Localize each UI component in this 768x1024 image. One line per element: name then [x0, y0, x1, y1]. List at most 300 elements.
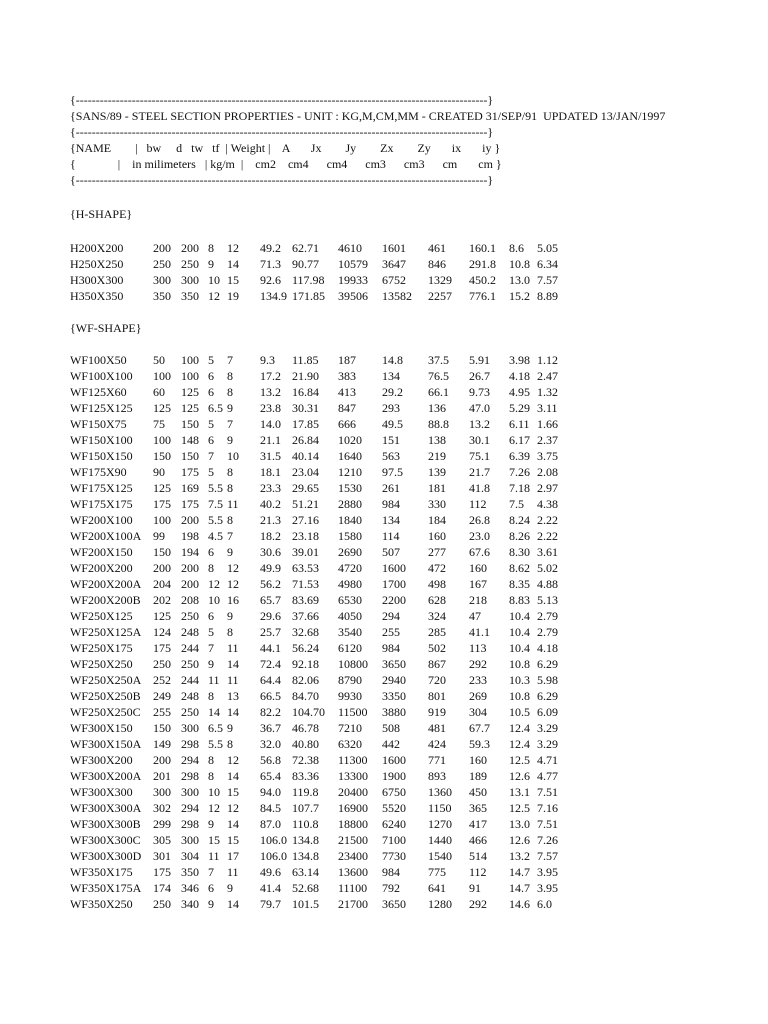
table-row: [70, 800, 590, 816]
value-cell: 12: [208, 577, 220, 591]
value-cell: 200: [181, 561, 199, 575]
value-cell: 7.51: [537, 785, 558, 799]
value-cell: 7: [208, 865, 214, 879]
value-cell: 44.1: [260, 641, 281, 655]
value-cell: 8: [208, 753, 214, 767]
section-label: {H-SHAPE}: [70, 207, 133, 221]
value-cell: 21.7: [469, 465, 490, 479]
value-cell: 12: [227, 241, 239, 255]
value-cell: 6.0: [537, 897, 552, 911]
value-cell: 79.7: [260, 897, 281, 911]
value-cell: 39.01: [292, 545, 319, 559]
value-cell: 100: [153, 369, 171, 383]
value-cell: 100: [181, 369, 199, 383]
value-cell: 100: [153, 513, 171, 527]
table-row: [70, 848, 590, 864]
header-rule: {-------------------------------------------------------------------------------------------------------}: [70, 93, 494, 107]
value-cell: 1840: [338, 513, 362, 527]
value-cell: 169: [181, 481, 199, 495]
value-cell: 3650: [382, 657, 406, 671]
value-cell: 11500: [338, 705, 368, 719]
value-cell: 72.38: [292, 753, 319, 767]
value-cell: 198: [181, 529, 199, 543]
table-row: [70, 592, 590, 608]
section-name-cell: WF250X250A: [70, 673, 142, 687]
value-cell: 846: [428, 257, 446, 271]
value-cell: 59.3: [469, 737, 490, 751]
value-cell: 15: [227, 833, 239, 847]
table-row: [70, 368, 590, 384]
value-cell: 8: [227, 625, 233, 639]
value-cell: 160: [469, 561, 487, 575]
value-cell: 2880: [338, 497, 362, 511]
value-cell: 6.39: [509, 449, 530, 463]
section-name-cell: WF250X175: [70, 641, 133, 655]
value-cell: 8: [227, 369, 233, 383]
value-cell: 244: [181, 673, 199, 687]
value-cell: 7100: [382, 833, 406, 847]
table-row: [70, 816, 590, 832]
value-cell: 3.98: [509, 353, 530, 367]
value-cell: 5: [208, 353, 214, 367]
value-cell: 4.71: [537, 753, 558, 767]
value-cell: 8: [227, 513, 233, 527]
value-cell: 1.32: [537, 385, 558, 399]
value-cell: 13.2: [260, 385, 281, 399]
value-cell: 8: [208, 769, 214, 783]
value-cell: 21.90: [292, 369, 319, 383]
value-cell: 7: [227, 417, 233, 431]
section-name-cell: WF100X50: [70, 353, 127, 367]
section-name-cell: WF150X100: [70, 433, 133, 447]
value-cell: 8.35: [509, 577, 530, 591]
value-cell: 26.7: [469, 369, 490, 383]
section-label: {WF-SHAPE}: [70, 321, 142, 335]
table-row: [70, 576, 590, 592]
value-cell: 1280: [428, 897, 452, 911]
value-cell: 7.26: [509, 465, 530, 479]
section-name-cell: WF100X100: [70, 369, 133, 383]
value-cell: 1.66: [537, 417, 558, 431]
value-cell: 119.8: [292, 785, 319, 799]
value-cell: 277: [428, 545, 446, 559]
value-cell: 101.5: [292, 897, 319, 911]
value-cell: 10.8: [509, 657, 530, 671]
value-cell: 2.97: [537, 481, 558, 495]
value-cell: 12: [227, 577, 239, 591]
value-cell: 1900: [382, 769, 406, 783]
value-cell: 49.6: [260, 865, 281, 879]
value-cell: 1.12: [537, 353, 558, 367]
value-cell: 8: [227, 737, 233, 751]
value-cell: 17.85: [292, 417, 319, 431]
value-cell: 424: [428, 737, 446, 751]
value-cell: 14: [208, 705, 220, 719]
value-cell: 365: [469, 801, 487, 815]
table-row: [70, 432, 590, 448]
value-cell: 10.4: [509, 625, 530, 639]
value-cell: 302: [153, 801, 171, 815]
value-cell: 113: [469, 641, 487, 655]
value-cell: 9: [208, 897, 214, 911]
value-cell: 16900: [338, 801, 368, 815]
value-cell: 13.0: [509, 817, 530, 831]
table-row: [70, 560, 590, 576]
value-cell: 7: [227, 353, 233, 367]
table-row: [70, 512, 590, 528]
value-cell: 14: [227, 769, 239, 783]
value-cell: 15: [208, 833, 220, 847]
value-cell: 49.9: [260, 561, 281, 575]
table-row: [70, 480, 590, 496]
value-cell: 7: [227, 529, 233, 543]
value-cell: 92.6: [260, 273, 281, 287]
value-cell: 194: [181, 545, 199, 559]
section-name-cell: WF150X150: [70, 449, 133, 463]
value-cell: 66.5: [260, 689, 281, 703]
value-cell: 14: [227, 705, 239, 719]
value-cell: 1270: [428, 817, 452, 831]
value-cell: 2.79: [537, 609, 558, 623]
value-cell: 14: [227, 817, 239, 831]
value-cell: 112: [469, 497, 487, 511]
value-cell: 269: [469, 689, 487, 703]
table-row: [70, 416, 590, 432]
table-row: [70, 272, 590, 288]
value-cell: 9: [227, 433, 233, 447]
value-cell: 12: [208, 289, 220, 303]
value-cell: 9.73: [469, 385, 490, 399]
value-cell: 250: [181, 609, 199, 623]
section-name-cell: WF300X200: [70, 753, 133, 767]
value-cell: 175: [153, 641, 171, 655]
value-cell: 350: [181, 289, 199, 303]
value-cell: 3.95: [537, 881, 558, 895]
section-name-cell: WF200X200A: [70, 577, 142, 591]
value-cell: 250: [153, 257, 171, 271]
table-row: [70, 896, 590, 912]
value-cell: 5.5: [208, 513, 223, 527]
value-cell: 3.29: [537, 721, 558, 735]
value-cell: 171.85: [292, 289, 325, 303]
value-cell: 233: [469, 673, 487, 687]
value-cell: 83.36: [292, 769, 319, 783]
section-name-cell: WF300X300D: [70, 849, 142, 863]
value-cell: 628: [428, 593, 446, 607]
section-name-cell: WF150X75: [70, 417, 127, 431]
value-cell: 134.8: [292, 849, 319, 863]
value-cell: 134: [382, 369, 400, 383]
value-cell: 10579: [338, 257, 368, 271]
section-name-cell: H200X200: [70, 241, 124, 255]
section-name-cell: WF250X125A: [70, 625, 142, 639]
value-cell: 84.70: [292, 689, 319, 703]
value-cell: 56.8: [260, 753, 281, 767]
value-cell: 150: [153, 721, 171, 735]
value-cell: 50: [153, 353, 165, 367]
value-cell: 6750: [382, 785, 406, 799]
section-name-cell: WF300X300A: [70, 801, 142, 815]
value-cell: 5.02: [537, 561, 558, 575]
value-cell: 1700: [382, 577, 406, 591]
section-name-cell: WF200X100A: [70, 529, 142, 543]
value-cell: 450.2: [469, 273, 496, 287]
table-row: [70, 768, 590, 784]
value-cell: 4.18: [537, 641, 558, 655]
table-row: [70, 784, 590, 800]
value-cell: 2.37: [537, 433, 558, 447]
value-cell: 6752: [382, 273, 406, 287]
value-cell: 36.7: [260, 721, 281, 735]
value-cell: 47: [469, 609, 481, 623]
value-cell: 23.18: [292, 529, 319, 543]
value-cell: 10: [208, 593, 220, 607]
value-cell: 29.2: [382, 385, 403, 399]
value-cell: 3650: [382, 897, 406, 911]
value-cell: 304: [181, 849, 199, 863]
value-cell: 6.09: [537, 705, 558, 719]
value-cell: 14.7: [509, 865, 530, 879]
column-headers: {NAME | bw d tw tf | Weight | A Jx Jy Zx Zy ix iy }: [70, 141, 501, 155]
value-cell: 350: [181, 865, 199, 879]
value-cell: 10.4: [509, 609, 530, 623]
value-cell: 4050: [338, 609, 362, 623]
value-cell: 847: [338, 401, 356, 415]
value-cell: 5.13: [537, 593, 558, 607]
value-cell: 1210: [338, 465, 362, 479]
value-cell: 3540: [338, 625, 362, 639]
table-row: [70, 448, 590, 464]
value-cell: 114: [382, 529, 400, 543]
value-cell: 75.1: [469, 449, 490, 463]
value-cell: 1020: [338, 433, 362, 447]
table-row: [70, 688, 590, 704]
value-cell: 16.84: [292, 385, 319, 399]
value-cell: 125: [181, 385, 199, 399]
table-row: [70, 240, 590, 256]
value-cell: 514: [469, 849, 487, 863]
value-cell: 19933: [338, 273, 368, 287]
value-cell: 1150: [428, 801, 452, 815]
section-name-cell: WF350X250: [70, 897, 133, 911]
section-name-cell: WF125X125: [70, 401, 133, 415]
value-cell: 71.3: [260, 257, 281, 271]
value-cell: 4.88: [537, 577, 558, 591]
value-cell: 19: [227, 289, 239, 303]
value-cell: 14: [227, 657, 239, 671]
section-name-cell: WF200X200: [70, 561, 133, 575]
value-cell: 47.0: [469, 401, 490, 415]
value-cell: 250: [181, 657, 199, 671]
value-cell: 8: [227, 481, 233, 495]
value-cell: 6.5: [208, 401, 223, 415]
value-cell: 62.71: [292, 241, 319, 255]
value-cell: 1600: [382, 561, 406, 575]
value-cell: 23.8: [260, 401, 281, 415]
value-cell: 187: [338, 353, 356, 367]
value-cell: 10.8: [509, 689, 530, 703]
section-name-cell: WF250X250C: [70, 705, 141, 719]
value-cell: 298: [181, 737, 199, 751]
value-cell: 6: [208, 609, 214, 623]
value-cell: 49.5: [382, 417, 403, 431]
value-cell: 498: [428, 577, 446, 591]
value-cell: 9: [227, 609, 233, 623]
value-cell: 5: [208, 417, 214, 431]
value-cell: 160: [428, 529, 446, 543]
value-cell: 4.38: [537, 497, 558, 511]
value-cell: 11: [208, 673, 220, 687]
value-cell: 7.16: [537, 801, 558, 815]
value-cell: 13.2: [509, 849, 530, 863]
value-cell: 150: [181, 449, 199, 463]
value-cell: 293: [382, 401, 400, 415]
value-cell: 6.29: [537, 689, 558, 703]
value-cell: 9930: [338, 689, 362, 703]
value-cell: 23.0: [469, 529, 490, 543]
value-cell: 461: [428, 241, 446, 255]
value-cell: 2.08: [537, 465, 558, 479]
value-cell: 442: [382, 737, 400, 751]
value-cell: 8.24: [509, 513, 530, 527]
value-cell: 11: [208, 849, 220, 863]
value-cell: 60: [153, 385, 165, 399]
value-cell: 2.79: [537, 625, 558, 639]
value-cell: 21.1: [260, 433, 281, 447]
value-cell: 37.5: [428, 353, 449, 367]
value-cell: 7.5: [208, 497, 223, 511]
value-cell: 2690: [338, 545, 362, 559]
value-cell: 304: [469, 705, 487, 719]
value-cell: 8.30: [509, 545, 530, 559]
table-row: [70, 288, 590, 304]
value-cell: 2.22: [537, 513, 558, 527]
value-cell: 10: [208, 785, 220, 799]
value-cell: 32.0: [260, 737, 281, 751]
value-cell: 248: [181, 689, 199, 703]
value-cell: 149: [153, 737, 171, 751]
value-cell: 330: [428, 497, 446, 511]
value-cell: 91: [469, 881, 481, 895]
value-cell: 46.78: [292, 721, 319, 735]
value-cell: 219: [428, 449, 446, 463]
value-cell: 175: [153, 865, 171, 879]
column-units: { | in milimeters | kg/m | cm2 cm4 cm4 cm3 cm3 cm cm }: [70, 157, 502, 171]
section-name-cell: WF350X175: [70, 865, 133, 879]
value-cell: 292: [469, 897, 487, 911]
value-cell: 125: [153, 401, 171, 415]
value-cell: 30.31: [292, 401, 319, 415]
value-cell: 200: [181, 241, 199, 255]
value-cell: 56.24: [292, 641, 319, 655]
value-cell: 88.8: [428, 417, 449, 431]
section-name-cell: WF175X90: [70, 465, 127, 479]
value-cell: 21700: [338, 897, 368, 911]
value-cell: 10.3: [509, 673, 530, 687]
value-cell: 450: [469, 785, 487, 799]
value-cell: 208: [181, 593, 199, 607]
value-cell: 136: [428, 401, 446, 415]
value-cell: 291.8: [469, 257, 496, 271]
value-cell: 18.1: [260, 465, 281, 479]
table-row: [70, 496, 590, 512]
value-cell: 67.7: [469, 721, 490, 735]
value-cell: 200: [181, 513, 199, 527]
value-cell: 294: [382, 609, 400, 623]
section-name-cell: WF300X200A: [70, 769, 142, 783]
table-row: [70, 352, 590, 368]
value-cell: 124: [153, 625, 171, 639]
value-cell: 984: [382, 641, 400, 655]
table-row: [70, 384, 590, 400]
header-rule: {-------------------------------------------------------------------------------------------------------}: [70, 173, 494, 187]
value-cell: 11: [227, 865, 239, 879]
value-cell: 502: [428, 641, 446, 655]
value-cell: 7: [208, 641, 214, 655]
value-cell: 13.0: [509, 273, 530, 287]
value-cell: 201: [153, 769, 171, 783]
value-cell: 1601: [382, 241, 406, 255]
value-cell: 12: [227, 801, 239, 815]
value-cell: 92.18: [292, 657, 319, 671]
section-name-cell: WF300X150: [70, 721, 133, 735]
table-row: [70, 736, 590, 752]
value-cell: 472: [428, 561, 446, 575]
value-cell: 893: [428, 769, 446, 783]
value-cell: 8.26: [509, 529, 530, 543]
value-cell: 175: [181, 497, 199, 511]
value-cell: 72.4: [260, 657, 281, 671]
value-cell: 7.57: [537, 849, 558, 863]
table-row: [70, 256, 590, 272]
value-cell: 41.1: [469, 625, 490, 639]
value-cell: 151: [382, 433, 400, 447]
value-cell: 100: [181, 353, 199, 367]
value-cell: 90: [153, 465, 165, 479]
section-name-cell: WF250X250: [70, 657, 133, 671]
value-cell: 13300: [338, 769, 368, 783]
value-cell: 8.83: [509, 593, 530, 607]
value-cell: 4.5: [208, 529, 223, 543]
section-name-cell: WF300X150A: [70, 737, 142, 751]
value-cell: 13: [227, 689, 239, 703]
value-cell: 3.75: [537, 449, 558, 463]
value-cell: 106.0: [260, 833, 287, 847]
value-cell: 641: [428, 881, 446, 895]
value-cell: 6320: [338, 737, 362, 751]
value-cell: 4.95: [509, 385, 530, 399]
value-cell: 160: [469, 753, 487, 767]
section-name-cell: WF175X125: [70, 481, 133, 495]
value-cell: 6.34: [537, 257, 558, 271]
document-title: {SANS/89 - STEEL SECTION PROPERTIES - UNIT : KG,M,CM,MM - CREATED 31/SEP/91 UPDATED 13/JAN/1997: [70, 109, 666, 123]
value-cell: 508: [382, 721, 400, 735]
value-cell: 324: [428, 609, 446, 623]
value-cell: 63.53: [292, 561, 319, 575]
value-cell: 65.7: [260, 593, 281, 607]
value-cell: 14: [227, 897, 239, 911]
value-cell: 3.95: [537, 865, 558, 879]
value-cell: 87.0: [260, 817, 281, 831]
value-cell: 134.8: [292, 833, 319, 847]
value-cell: 7.57: [537, 273, 558, 287]
value-cell: 218: [469, 593, 487, 607]
value-cell: 292: [469, 657, 487, 671]
value-cell: 9: [227, 881, 233, 895]
header-rule: {-------------------------------------------------------------------------------------------------------}: [70, 125, 494, 139]
value-cell: 11100: [338, 881, 368, 895]
value-cell: 23.3: [260, 481, 281, 495]
